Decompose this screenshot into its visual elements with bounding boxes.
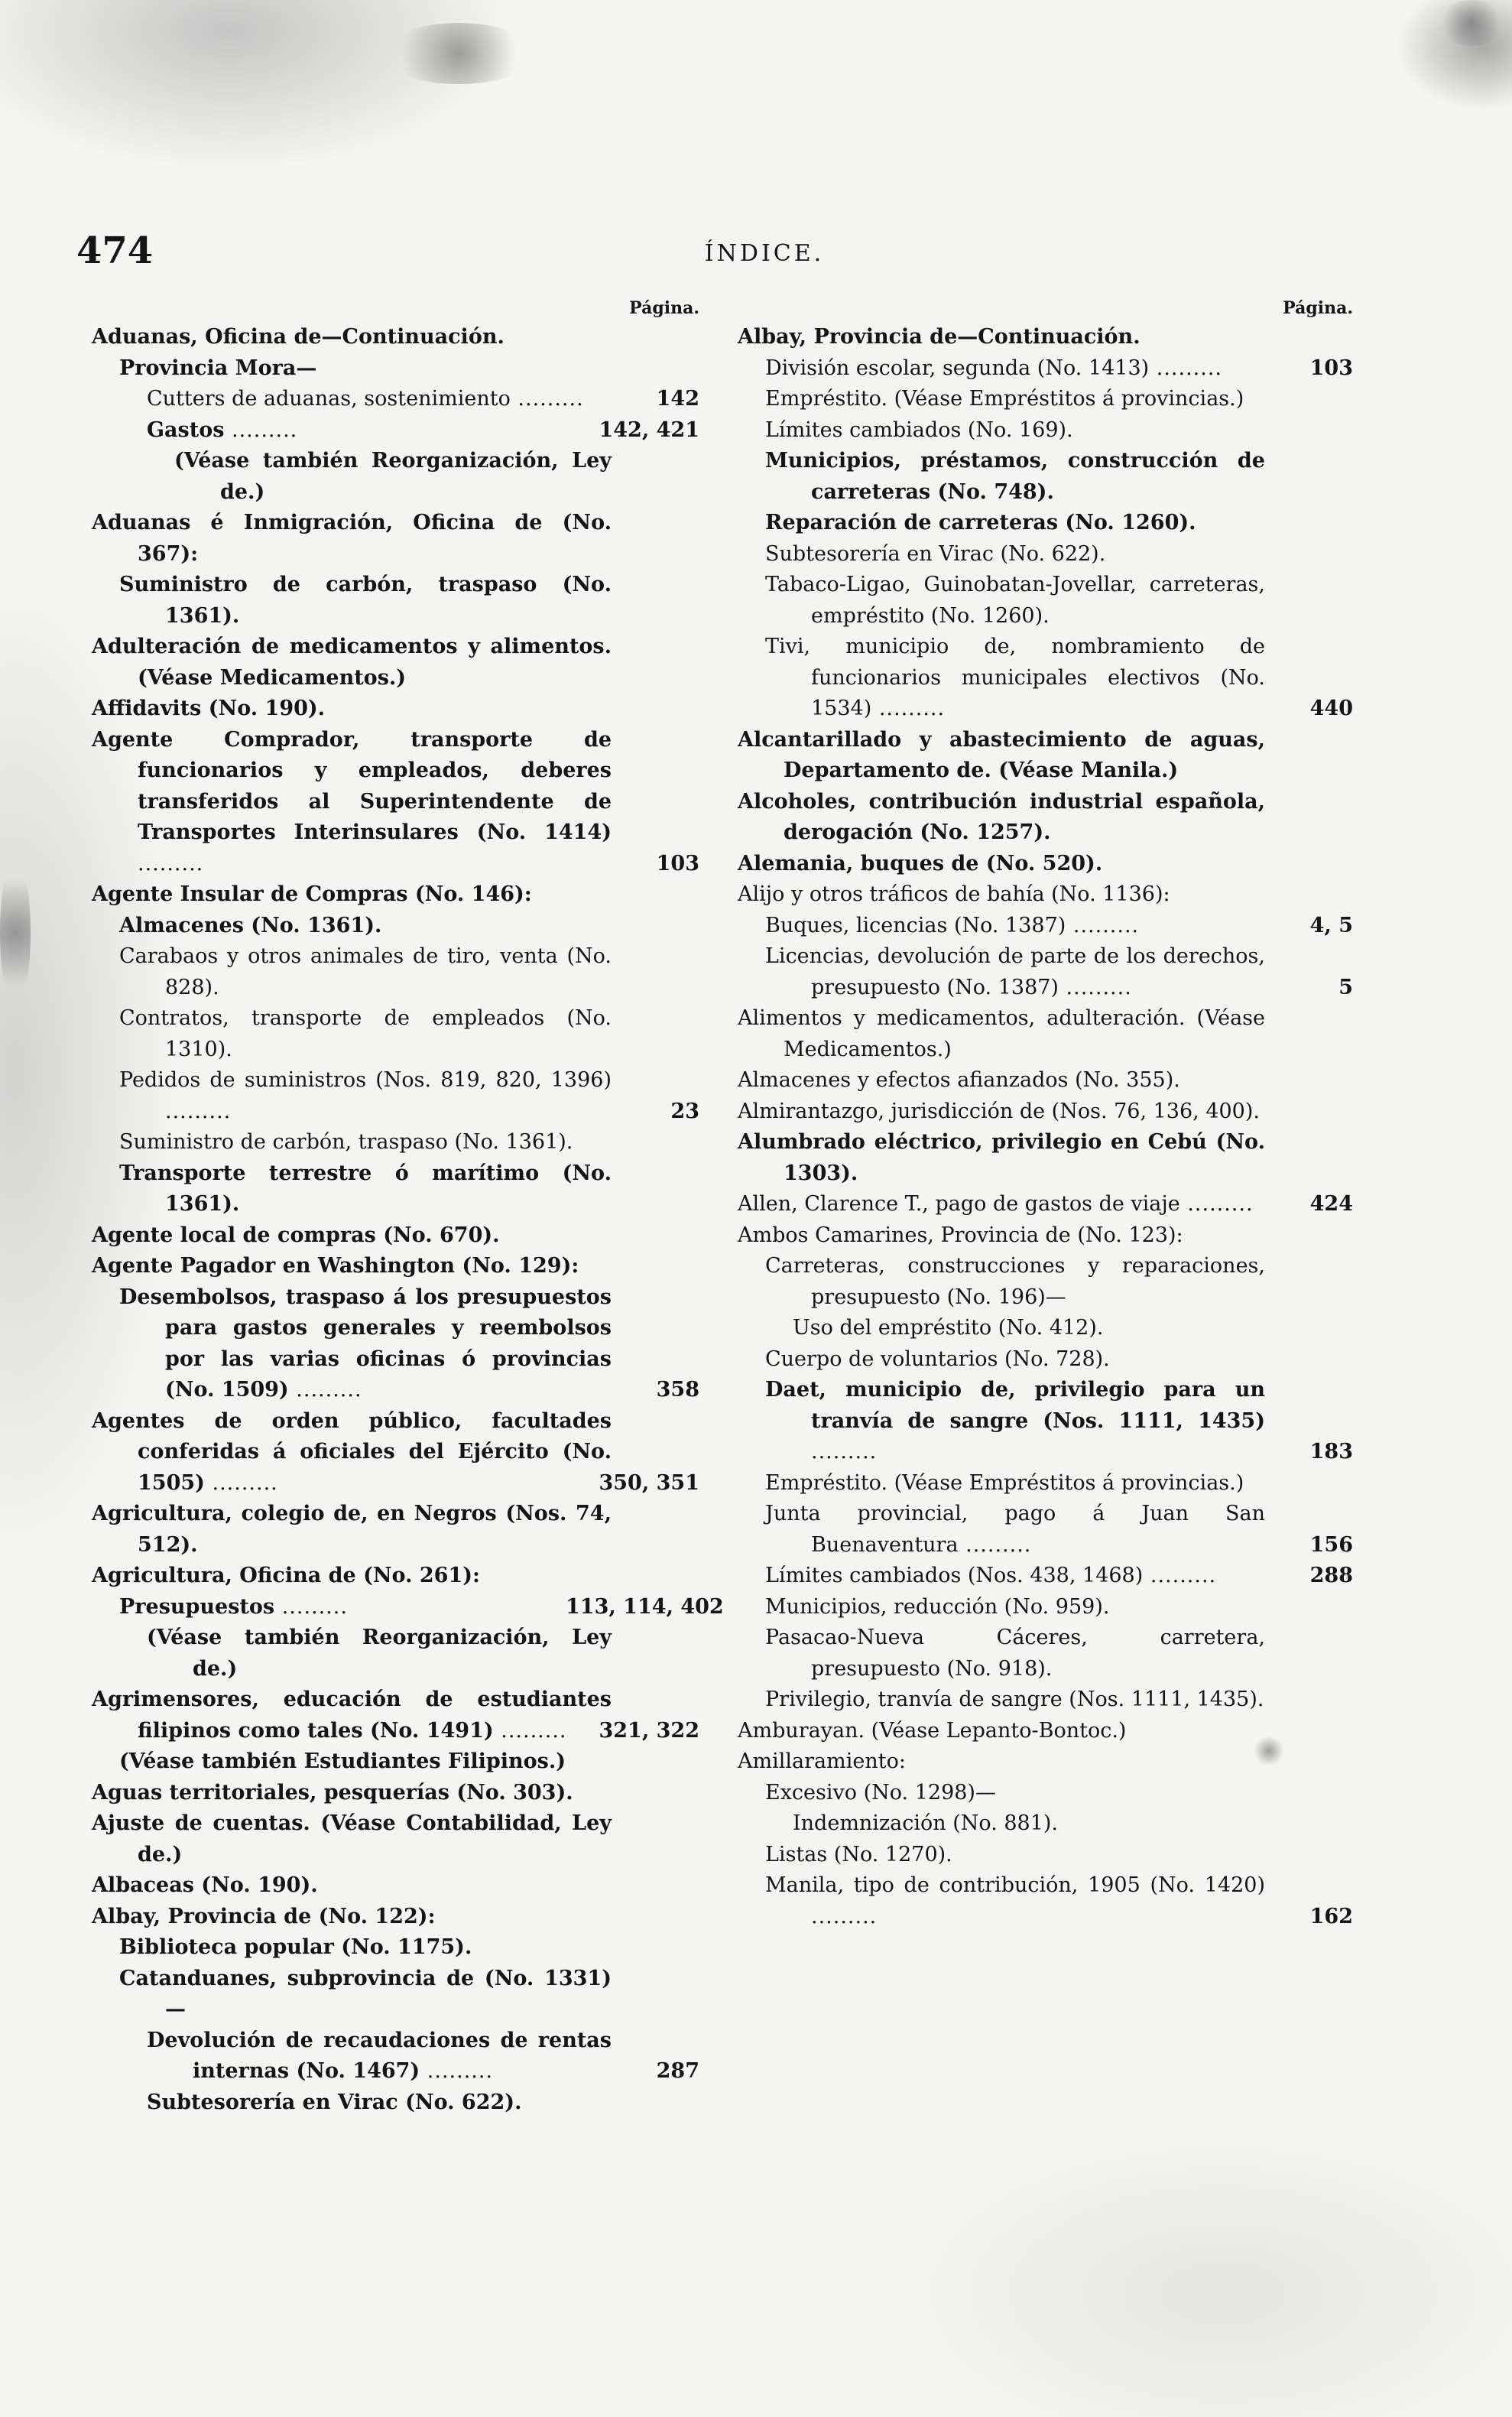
index-entry xyxy=(92,1003,699,1065)
index-entry xyxy=(92,694,699,725)
entry-text: Adulteración de medicamentos y alimentos. (Véase Medicamentos.) xyxy=(92,635,612,690)
entry-text: Suministro de carbón, traspaso (No. 1361). xyxy=(119,1130,573,1154)
leader-dots: ......... xyxy=(420,2059,494,2083)
leader-dots: ......... xyxy=(204,1470,278,1495)
entry-text: Indemnización (No. 881). xyxy=(793,1811,1059,1835)
index-entry xyxy=(738,508,1353,539)
entry-text: Almacenes (No. 1361). xyxy=(119,913,382,937)
index-entry xyxy=(92,1870,699,1902)
index-entry xyxy=(92,1623,699,1684)
index-entry xyxy=(92,1778,699,1809)
entry-text: Carabaos y otros animales de tiro, venta (No. 828). xyxy=(119,944,612,999)
entry-text: Reparación de carreteras (No. 1260). xyxy=(765,511,1196,534)
index-entry xyxy=(738,415,1353,447)
running-head: ÍNDICE. xyxy=(704,240,825,267)
entry-text: Aguas territoriales, pesquerías (No. 303). xyxy=(92,1780,573,1805)
entry-page-ref: 103 xyxy=(1309,356,1353,380)
index-entry xyxy=(738,1096,1353,1128)
entry-text: Aduanas é Inmigración, Oficina de (No. 367): xyxy=(92,511,612,566)
entry-page-ref: 113, 114, 402 xyxy=(566,1594,724,1619)
entry-page-ref: 424 xyxy=(1309,1192,1353,1216)
entry-text: Listas (No. 1270). xyxy=(765,1842,952,1866)
index-entry xyxy=(738,1344,1353,1376)
index-entry xyxy=(738,1189,1353,1220)
entry-page-ref: 142, 421 xyxy=(599,417,699,442)
index-entry xyxy=(738,384,1353,415)
page-smudge xyxy=(1437,0,1506,46)
entry-text: Empréstito. (Véase Empréstitos á provincias.) xyxy=(765,387,1244,411)
index-entry xyxy=(92,1561,699,1592)
entry-text: (Véase también Reorganización, Ley de.) xyxy=(174,449,612,504)
left-entries xyxy=(92,322,724,2118)
entry-text: Municipios, préstamos, construcción de carreteras (No. 748). xyxy=(765,449,1265,504)
index-entry xyxy=(92,1684,699,1746)
index-entry xyxy=(738,1468,1353,1499)
leader-dots: ......... xyxy=(274,1594,348,1619)
leader-dots: ......... xyxy=(1143,1564,1217,1587)
entry-page-ref: 23 xyxy=(670,1099,699,1123)
entry-text: Uso del empréstito (No. 412). xyxy=(793,1316,1104,1340)
index-entry xyxy=(738,1499,1353,1561)
entry-text: Empréstito. (Véase Empréstitos á provincias.) xyxy=(765,1470,1244,1495)
entry-text: Albay, Provincia de (No. 122): xyxy=(92,1904,436,1928)
index-entry xyxy=(92,1964,699,2026)
entry-page-ref: 4, 5 xyxy=(1309,913,1353,937)
index-entry xyxy=(92,632,699,694)
entry-text: Provincia Mora— xyxy=(119,356,317,380)
index-entry xyxy=(738,353,1353,385)
leader-dots: ......... xyxy=(1066,913,1140,937)
entry-page-ref: 162 xyxy=(1309,1904,1353,1928)
entry-text: Ajuste de cuentas. (Véase Contabilidad, Ley de.) xyxy=(92,1811,612,1866)
index-entry xyxy=(92,446,699,508)
entry-text: Agente Pagador en Washington (No. 129): xyxy=(92,1254,579,1278)
entry-text: Subtesorería en Virac (No. 622). xyxy=(765,541,1106,566)
entry-page-ref: 350, 351 xyxy=(599,1470,699,1495)
entry-text: Tivi, municipio de, nombramiento de funcionarios municipales electivos (No. 1534) xyxy=(765,635,1265,720)
index-entry xyxy=(738,1003,1353,1065)
index-entry xyxy=(738,849,1353,880)
index-entry xyxy=(738,879,1353,911)
index-entry xyxy=(92,1065,699,1127)
entry-text: Agricultura, colegio de, en Negros (Nos. 74, 512). xyxy=(92,1502,612,1557)
index-entry xyxy=(92,1808,699,1870)
leader-dots: ......... xyxy=(871,697,946,720)
index-entry xyxy=(92,1499,699,1561)
entry-text: (Véase también Reorganización, Ley de.) xyxy=(147,1626,612,1681)
index-entry xyxy=(738,1716,1353,1747)
index-entry xyxy=(92,415,699,447)
entry-text: Biblioteca popular (No. 1175). xyxy=(119,1935,472,1959)
entry-page-ref: 287 xyxy=(656,2059,699,2083)
entry-text: Presupuestos xyxy=(119,1594,275,1619)
entry-page-ref: 142 xyxy=(656,387,699,411)
index-entry xyxy=(738,1313,1353,1344)
entry-text: Ambos Camarines, Provincia de (No. 123): xyxy=(738,1223,1183,1247)
index-entry xyxy=(738,1870,1353,1932)
entry-text: Alcoholes, contribución industrial española, derogación (No. 1257). xyxy=(738,789,1265,844)
entry-text: Amburayan. (Véase Lepanto-Bontoc.) xyxy=(738,1718,1127,1743)
index-entry xyxy=(738,632,1353,725)
index-entry xyxy=(92,322,699,353)
entry-text: Alumbrado eléctrico, privilegio en Cebú (No. 1303). xyxy=(738,1130,1265,1185)
index-entry xyxy=(738,911,1353,942)
entry-text: Subtesorería en Virac (No. 622). xyxy=(147,2090,522,2114)
entry-text: Municipios, reducción (No. 959). xyxy=(765,1594,1110,1619)
index-entry xyxy=(92,1746,699,1778)
entry-text: Amillaramiento: xyxy=(738,1749,906,1773)
entry-text: Alimentos y medicamentos, adulteración. (Véase Medicamentos.) xyxy=(738,1006,1265,1061)
leader-dots: ......... xyxy=(138,851,204,876)
index-entry xyxy=(92,2026,699,2087)
index-entry xyxy=(92,1127,699,1158)
entry-page-ref: 321, 322 xyxy=(599,1718,699,1743)
index-entry xyxy=(92,941,699,1003)
leader-dots: ......... xyxy=(1149,356,1222,380)
entry-text: Agente local de compras (No. 670). xyxy=(92,1223,500,1247)
entry-text: Agente Comprador, transporte de funcionarios y empleados, deberes transferidos al Superintendente de Transportes Interinsulares (No. 1414) xyxy=(92,727,612,844)
index-entry xyxy=(92,1406,699,1499)
entry-text: Tabaco-Ligao, Guinobatan-Jovellar, carreteras, empréstito (No. 1260). xyxy=(765,573,1265,628)
index-entry xyxy=(738,1808,1353,1840)
index-entry xyxy=(92,2087,699,2119)
index-entry xyxy=(738,1623,1353,1684)
pagina-label: Página. xyxy=(1283,298,1353,318)
entry-text: Junta provincial, pago á Juan San Buenaventura xyxy=(765,1502,1265,1557)
leader-dots: ......... xyxy=(811,1904,878,1928)
pagina-label: Página. xyxy=(629,298,699,318)
entry-text: Alcantarillado y abastecimiento de aguas, Departamento de. (Véase Manila.) xyxy=(738,727,1265,782)
index-entry xyxy=(738,322,1353,353)
entry-text: Agricultura, Oficina de (No. 261): xyxy=(92,1564,480,1587)
leader-dots: ......... xyxy=(1058,975,1132,999)
entry-text: Suministro de carbón, traspaso (No. 1361). xyxy=(119,573,612,628)
page-header xyxy=(76,229,1436,291)
index-entry xyxy=(92,1251,699,1282)
leader-dots: ......... xyxy=(288,1378,362,1402)
entry-page-ref: 358 xyxy=(656,1378,699,1402)
page-smudge xyxy=(382,23,535,84)
index-entry xyxy=(738,941,1353,1003)
index-entry xyxy=(92,508,699,570)
left-column xyxy=(92,294,724,2118)
entry-text: Excesivo (No. 1298)— xyxy=(765,1780,996,1805)
right-entries xyxy=(738,322,1353,1932)
entry-page-ref: 5 xyxy=(1338,975,1353,999)
index-entry xyxy=(738,1220,1353,1252)
right-column xyxy=(738,294,1353,1932)
page-number: 474 xyxy=(76,229,154,272)
entry-text: Affidavits (No. 190). xyxy=(92,697,326,720)
leader-dots: ......... xyxy=(224,417,298,442)
entry-text: Alijo y otros tráficos de bahía (No. 1136): xyxy=(738,882,1170,906)
entry-text: (Véase también Estudiantes Filipinos.) xyxy=(119,1749,566,1773)
entry-text: Pasacao-Nueva Cáceres, carretera, presupuesto (No. 918). xyxy=(765,1626,1265,1681)
index-entry xyxy=(738,539,1353,570)
index-entry xyxy=(738,1746,1353,1778)
index-entry xyxy=(738,446,1353,508)
index-entry xyxy=(738,1251,1353,1313)
entry-text: Límites cambiados (Nos. 438, 1468) xyxy=(765,1564,1144,1587)
index-entry xyxy=(92,384,699,415)
leader-dots: ......... xyxy=(510,387,584,411)
entry-text: Albay, Provincia de—Continuación. xyxy=(738,325,1140,349)
entry-text: Devolución de recaudaciones de rentas internas (No. 1467) xyxy=(147,2028,612,2083)
entry-page-ref: 183 xyxy=(1309,1440,1353,1464)
entry-page-ref: 288 xyxy=(1309,1564,1353,1587)
index-entry xyxy=(738,1778,1353,1809)
index-entry xyxy=(738,725,1353,787)
index-entry xyxy=(92,353,699,385)
entry-text: Agrimensores, educación de estudiantes filipinos como tales (No. 1491) xyxy=(92,1688,612,1743)
entry-page-ref: 156 xyxy=(1309,1532,1353,1557)
index-entry xyxy=(738,1840,1353,1871)
entry-text: Gastos xyxy=(147,417,225,442)
index-entry xyxy=(92,1282,699,1406)
index-entry xyxy=(92,1902,699,1933)
index-entry xyxy=(738,787,1353,849)
index-entry xyxy=(738,570,1353,632)
entry-text: Cutters de aduanas, sostenimiento xyxy=(147,387,511,411)
leader-dots: ......... xyxy=(958,1532,1032,1557)
entry-text: Cuerpo de voluntarios (No. 728). xyxy=(765,1347,1110,1371)
entry-page-ref: 440 xyxy=(1309,697,1353,720)
entry-text: Transporte terrestre ó marítimo (No. 1361). xyxy=(119,1161,612,1216)
index-entry xyxy=(92,911,699,942)
index-entry xyxy=(92,1932,699,1964)
entry-text: Límites cambiados (No. 169). xyxy=(765,417,1073,442)
entry-text: Carreteras, construcciones y reparaciones, presupuesto (No. 196)— xyxy=(765,1254,1265,1309)
entry-text: Catanduanes, subprovincia de (No. 1331)— xyxy=(119,1966,612,2021)
entry-text: Pedidos de suministros (Nos. 819, 820, 1396) xyxy=(119,1068,612,1092)
entry-text: Privilegio, tranvía de sangre (Nos. 1111, 1435). xyxy=(765,1688,1264,1711)
entry-text: Agentes de orden público, facultades conferidas á oficiales del Ejército (No. 1505) xyxy=(92,1408,612,1495)
index-entry xyxy=(738,1592,1353,1623)
index-entry xyxy=(738,1375,1353,1468)
index-entry xyxy=(92,879,699,911)
entry-text: Almacenes y efectos afianzados (No. 355). xyxy=(738,1068,1180,1092)
entry-text: Desembolsos, traspaso á los presupuestos para gastos generales y reembolsos por las varias oficinas ó provincias (No. 1509) xyxy=(119,1285,612,1402)
index-entry xyxy=(738,1684,1353,1716)
entry-text: Almirantazgo, jurisdicción de (Nos. 76, 136, 400). xyxy=(738,1099,1260,1123)
leader-dots: ......... xyxy=(1179,1192,1254,1216)
index-entry xyxy=(738,1065,1353,1096)
page-smudge xyxy=(0,856,31,1009)
entry-text: Contratos, transporte de empleados (No. 1310). xyxy=(119,1006,612,1061)
index-entry xyxy=(92,1220,699,1252)
entry-text: Buques, licencias (No. 1387) xyxy=(765,913,1066,937)
entry-text: Licencias, devolución de parte de los derechos, presupuesto (No. 1387) xyxy=(765,944,1265,999)
index-entry xyxy=(738,1127,1353,1189)
index-entry xyxy=(92,570,699,632)
index-entry xyxy=(92,1592,724,1623)
entry-text: Manila, tipo de contribución, 1905 (No. 1420) xyxy=(765,1873,1265,1897)
leader-dots: ......... xyxy=(165,1099,232,1123)
entry-text: Agente Insular de Compras (No. 146): xyxy=(92,882,532,906)
entry-text: Alemania, buques de (No. 520). xyxy=(738,851,1103,876)
entry-text: Albaceas (No. 190). xyxy=(92,1873,318,1897)
leader-dots: ......... xyxy=(493,1718,567,1743)
leader-dots: ......... xyxy=(811,1440,878,1464)
entry-text: Allen, Clarence T., pago de gastos de viaje xyxy=(738,1192,1180,1216)
index-entry xyxy=(92,1158,699,1220)
index-entry xyxy=(738,1561,1353,1592)
entry-text: División escolar, segunda (No. 1413) xyxy=(765,356,1150,380)
entry-text: Daet, municipio de, privilegio para un tranvía de sangre (Nos. 1111, 1435) xyxy=(765,1378,1265,1433)
index-entry xyxy=(92,725,699,880)
entry-page-ref: 103 xyxy=(656,851,699,876)
entry-text: Aduanas, Oficina de—Continuación. xyxy=(92,325,505,349)
